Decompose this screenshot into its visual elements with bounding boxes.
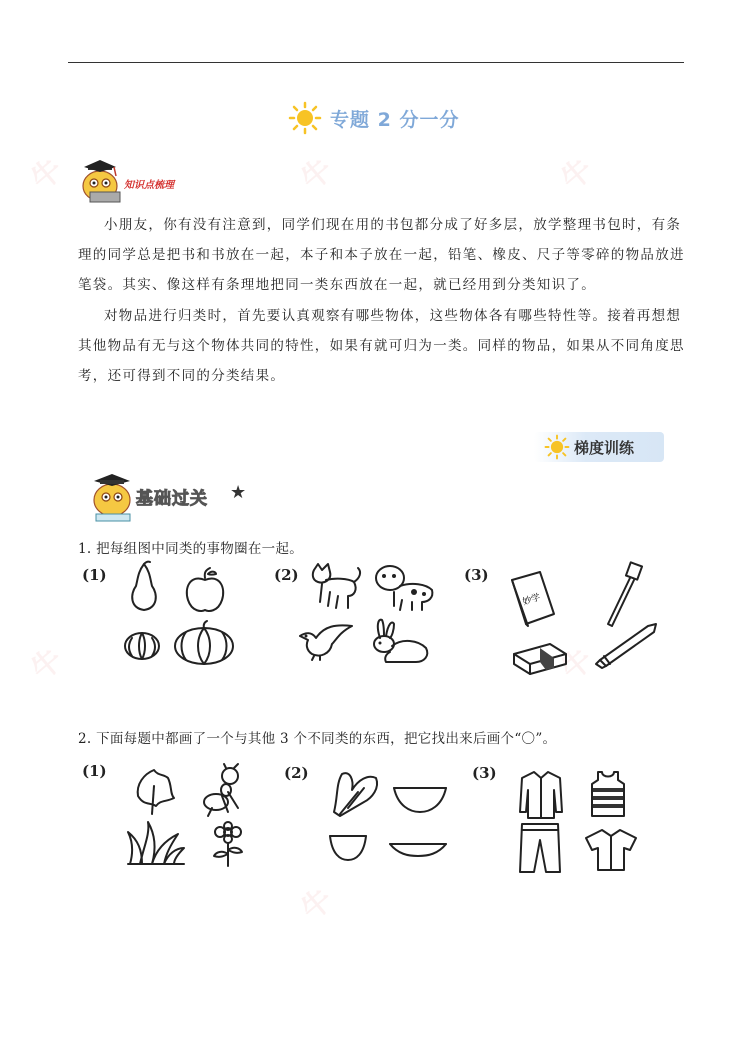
ant-icon bbox=[198, 762, 248, 818]
pumpkin-small-icon bbox=[122, 628, 162, 662]
trousers-icon bbox=[518, 822, 562, 874]
gradient-training-label: 梯度训练 bbox=[574, 439, 635, 457]
watermark: 牛 bbox=[24, 641, 70, 688]
page-title: 专题 2 分一分 bbox=[330, 108, 460, 131]
cat-icon bbox=[308, 562, 364, 612]
big-bowl-icon bbox=[392, 782, 448, 816]
basic-level-header bbox=[90, 470, 260, 526]
question-1-text: 1. 把每组图中同类的事物圈在一起。 bbox=[78, 541, 304, 557]
q1-group-1-label: (1) bbox=[82, 566, 107, 584]
star-icon: ★ bbox=[230, 482, 247, 503]
watermark: 牛 bbox=[24, 151, 70, 198]
basic-level-label: 基础过关 bbox=[136, 489, 208, 509]
book-title-text: 妙学 bbox=[521, 592, 542, 608]
watermark: 牛 bbox=[554, 151, 600, 198]
book-icon bbox=[506, 568, 558, 628]
eraser-icon bbox=[510, 640, 570, 676]
pencil-icon bbox=[592, 620, 662, 670]
watermark: 牛 bbox=[294, 881, 340, 928]
leaf-icon bbox=[130, 766, 180, 818]
q1-group-3-label: (3) bbox=[464, 566, 489, 584]
small-bowl-icon bbox=[328, 832, 368, 866]
q2-group-3-label: (3) bbox=[472, 764, 497, 782]
flower-icon bbox=[208, 822, 248, 870]
bird-icon bbox=[296, 622, 356, 662]
pumpkin-icon bbox=[172, 620, 236, 666]
grass-icon bbox=[126, 820, 186, 866]
knowledge-points-label: 知识点梳理 bbox=[124, 180, 174, 191]
watermark: 牛 bbox=[294, 151, 340, 198]
question-2-text: 2. 下面每题中都画了一个与其他 3 个不同类的东西，把它找出来后画个“〇”。 bbox=[78, 731, 557, 747]
q2-group-1-label: (1) bbox=[82, 762, 107, 780]
q2-group-2-label: (2) bbox=[284, 764, 309, 782]
sun-icon bbox=[544, 434, 570, 460]
pear-icon bbox=[124, 558, 164, 614]
gradient-training-badge bbox=[534, 432, 664, 462]
knowledge-paragraph-2: 对物品进行归类时，首先要认真观察有哪些物体，这些物体各有哪些特性等。接着再想想其他物品有无与这个物体共同的特性，如果有就可归为一类。同样的物品，如果从不同角度思考，还可得到不同的分类结果。 bbox=[78, 308, 685, 384]
plate-icon bbox=[388, 840, 448, 860]
cabbage-icon bbox=[328, 766, 384, 818]
knowledge-paragraph-1: 小朋友，你有没有注意到，同学们现在用的书包都分成了好多层，放学整理书包时，有条理的同学总是把书和书放在一起，本子和本子放在一起，铅笔、橡皮、尺子等零碎的物品放进笔袋。其实、像这样有条理地把同一类东西放在一起，就已经用到分类知识了。 bbox=[78, 217, 685, 293]
sun-icon bbox=[288, 101, 322, 135]
knowledge-points-header bbox=[78, 158, 228, 206]
page-title-block bbox=[288, 100, 459, 136]
dog-icon bbox=[372, 562, 436, 612]
vest-icon bbox=[588, 770, 628, 818]
shirt-icon bbox=[516, 768, 566, 820]
header-rule bbox=[68, 62, 684, 63]
q1-group-2-label: (2) bbox=[274, 566, 299, 584]
apple-icon bbox=[180, 566, 230, 616]
watermark: 牛 bbox=[554, 641, 600, 688]
tshirt-icon bbox=[584, 828, 638, 872]
rabbit-icon bbox=[366, 616, 432, 666]
mascot-reading-icon bbox=[90, 470, 138, 524]
doctor-mascot-icon bbox=[78, 158, 126, 206]
